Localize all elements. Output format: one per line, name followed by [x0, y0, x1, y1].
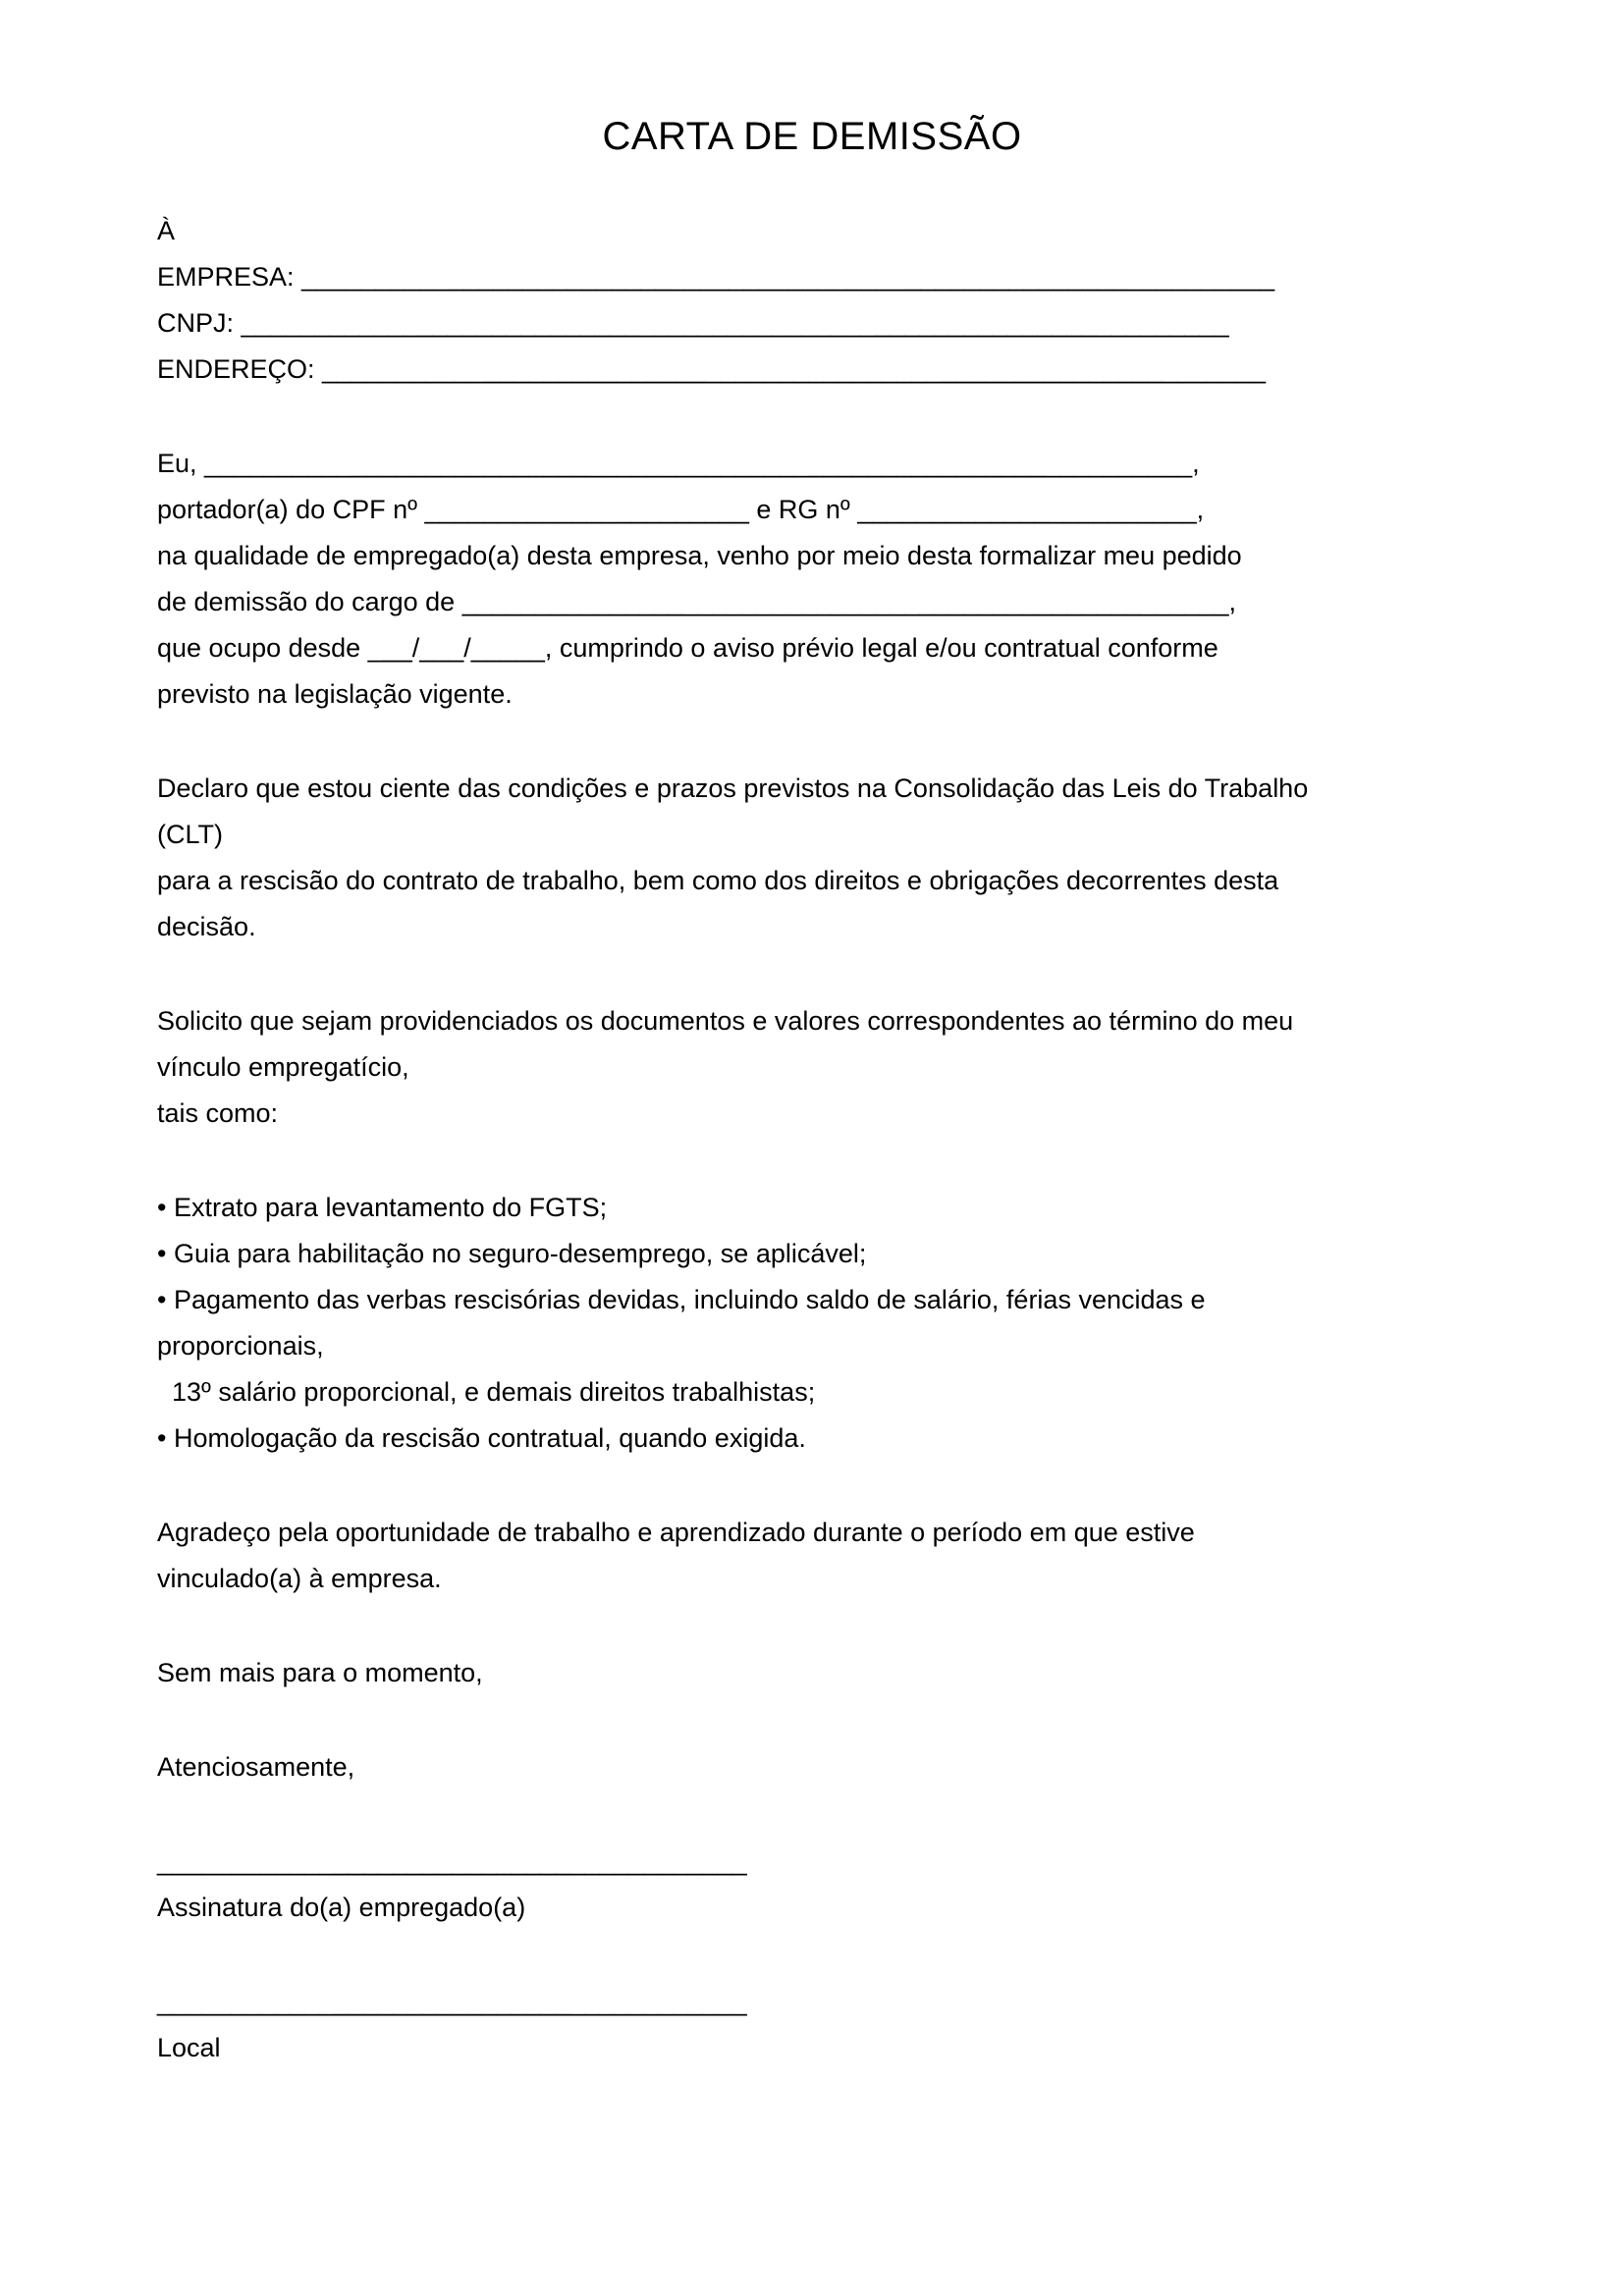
body-line: Agradeço pela oportunidade de trabalho e aprendizado durante o período em que estive: [157, 1518, 1195, 1547]
body-line: Solicito que sejam providenciados os documentos e valores correspondentes ao término do meu: [157, 1006, 1294, 1036]
document-body: [0, 164, 1624, 2071]
endereco-field-line: ENDEREÇO: ________________________________________________________________: [157, 354, 1267, 384]
body-line: previsto na legislação vigente.: [157, 679, 513, 709]
closing-line: Sem mais para o momento,: [157, 1658, 483, 1687]
location-caption-line: Local: [157, 2033, 221, 2062]
addressee-line: À: [157, 216, 176, 245]
bullet-item-line: proporcionais,: [157, 1331, 324, 1361]
body-line: Declaro que estou ciente das condições e prazos previstos na Consolidação das Leis do Trabalho: [157, 774, 1309, 803]
bullet-item-line: • Guia para habilitação no seguro-desemprego, se aplicável;: [157, 1239, 867, 1268]
empresa-field-line: EMPRESA: __________________________________________________________________: [157, 262, 1275, 292]
body-line: vinculado(a) à empresa.: [157, 1564, 442, 1593]
body-line: para a rescisão do contrato de trabalho, bem como dos direitos e obrigações decorrentes desta: [157, 866, 1279, 895]
bullet-item-line: 13º salário proporcional, e demais direitos trabalhistas;: [157, 1377, 816, 1407]
body-line: na qualidade de empregado(a) desta empresa, venho por meio desta formalizar meu pedido: [157, 541, 1242, 570]
body-line: portador(a) do CPF nº ______________________ e RG nº _______________________,: [157, 495, 1205, 524]
closing-line: Atenciosamente,: [157, 1752, 355, 1782]
cnpj-field-line: CNPJ: ___________________________________________________________________: [157, 308, 1229, 338]
body-line: decisão.: [157, 912, 256, 941]
body-line: (CLT): [157, 820, 223, 849]
signature-caption-line: Assinatura do(a) empregado(a): [157, 1893, 526, 1922]
body-line: Eu, ___________________________________________________________________,: [157, 449, 1200, 478]
body-line: de demissão do cargo de ____________________________________________________,: [157, 587, 1237, 616]
bullet-item-line: • Extrato para levantamento do FGTS;: [157, 1193, 608, 1222]
body-line: vínculo empregatício,: [157, 1052, 409, 1082]
bullet-item-line: • Pagamento das verbas rescisórias devidas, incluindo saldo de salário, férias vencidas e: [157, 1285, 1206, 1314]
body-line: tais como:: [157, 1098, 279, 1128]
bullet-item-line: • Homologação da rescisão contratual, quando exigida.: [157, 1423, 806, 1453]
signature-line: ________________________________________: [157, 1846, 747, 1876]
document-title: CARTA DE DEMISSÃO: [602, 115, 1022, 158]
location-line: ________________________________________: [157, 1987, 747, 2016]
body-line: que ocupo desde ___/___/_____, cumprindo o aviso prévio legal e/ou contratual conforme: [157, 633, 1218, 663]
